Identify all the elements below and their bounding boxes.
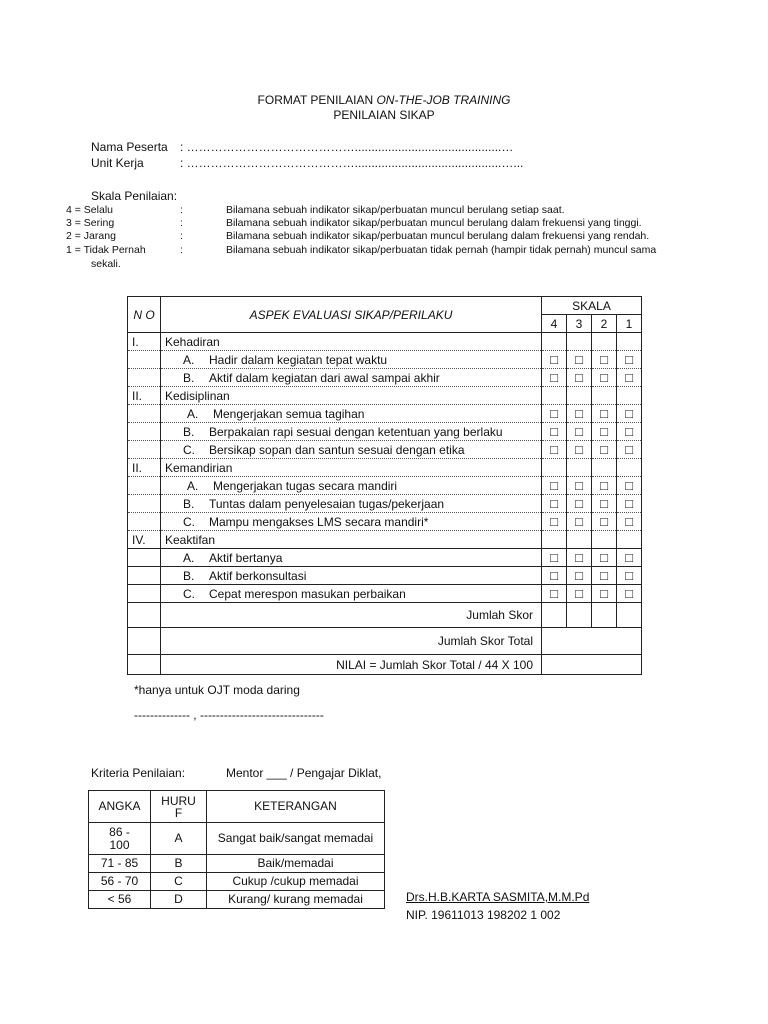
- item-letter: A.: [183, 550, 195, 565]
- scale-sep-3: :: [180, 217, 183, 229]
- checkbox[interactable]: □: [567, 369, 592, 387]
- checkbox[interactable]: □: [592, 477, 617, 495]
- scale-desc-3: Bilamana sebuah indikator sikap/perbuatan muncul berulang dalam frekuensi yang tinggi.: [226, 217, 642, 229]
- item-text: Hadir dalam kegiatan tepat waktu: [209, 352, 388, 367]
- footnote: *hanya untuk OJT moda daring: [134, 683, 300, 697]
- checkbox[interactable]: □: [542, 585, 567, 603]
- item-letter: B.: [183, 496, 195, 511]
- scale-col-4: 4: [542, 315, 567, 333]
- item-text: Cepat merespon masukan perbaikan: [209, 586, 406, 601]
- checkbox[interactable]: □: [617, 585, 642, 603]
- item-text: Berpakaian rapi sesuai dengan ketentuan yang berlaku: [209, 424, 503, 439]
- item-letter: A.: [187, 478, 199, 493]
- item-text: Tuntas dalam penyelesaian tugas/pekerjaan: [209, 496, 445, 511]
- criteria-heading: Kriteria Penilaian:: [91, 766, 186, 780]
- item-letter: B.: [183, 424, 195, 439]
- checkbox[interactable]: □: [592, 441, 617, 459]
- field-nama-peserta-label: Nama Peserta: [91, 140, 168, 154]
- checkbox[interactable]: □: [542, 369, 567, 387]
- checkbox[interactable]: □: [567, 585, 592, 603]
- document-subtitle: PENILAIAN SIKAP: [333, 108, 435, 122]
- table-row: [128, 495, 642, 513]
- item-text: Mengerjakan semua tagihan: [213, 406, 365, 421]
- section-name: Kehadiran: [161, 333, 542, 351]
- jumlah-skor-cell[interactable]: [567, 603, 592, 628]
- no-header: N O: [128, 297, 161, 333]
- criteria-huruf: B: [151, 855, 207, 873]
- checkbox[interactable]: □: [567, 351, 592, 369]
- criteria-huruf: A: [151, 823, 207, 855]
- table-row: [89, 891, 385, 909]
- checkbox[interactable]: □: [567, 423, 592, 441]
- criteria-header-row: [89, 791, 385, 823]
- section-name: Keaktifan: [161, 531, 542, 549]
- checkbox[interactable]: □: [592, 495, 617, 513]
- scale-code-1: 1 = Tidak Pernah: [66, 244, 146, 256]
- checkbox[interactable]: □: [617, 405, 642, 423]
- table-row: [89, 823, 385, 855]
- scale-col-2: 2: [592, 315, 617, 333]
- signer-name: Drs.H.B.KARTA SASMITA,M.M.Pd: [406, 890, 590, 904]
- section-number: II.: [128, 387, 161, 405]
- scale-col-1: 1: [617, 315, 642, 333]
- checkbox[interactable]: □: [567, 549, 592, 567]
- checkbox[interactable]: □: [592, 513, 617, 531]
- scale-header: SKALA: [542, 297, 642, 315]
- nilai-row: [128, 655, 642, 675]
- section-name: Kedisiplinan: [161, 387, 542, 405]
- scale-code-4: 4 = Selalu: [66, 204, 113, 216]
- checkbox[interactable]: □: [542, 567, 567, 585]
- section-name: Kemandirian: [161, 459, 542, 477]
- checkbox[interactable]: □: [542, 441, 567, 459]
- jumlah-skor-total-label: Jumlah Skor Total: [161, 628, 542, 655]
- criteria-angka: < 56: [89, 891, 151, 909]
- section-row: [128, 531, 642, 549]
- table-row: [128, 369, 642, 387]
- scale-code-2: 2 = Jarang: [66, 230, 116, 242]
- checkbox[interactable]: □: [542, 549, 567, 567]
- criteria-angka: 56 - 70: [89, 873, 151, 891]
- checkbox[interactable]: □: [617, 351, 642, 369]
- section-row: [128, 387, 642, 405]
- checkbox[interactable]: □: [542, 423, 567, 441]
- item-text: Aktif dalam kegiatan dari awal sampai akhir: [209, 370, 440, 385]
- table-row: [128, 423, 642, 441]
- checkbox[interactable]: □: [567, 567, 592, 585]
- signer-nip: NIP. 19611013 198202 1 002: [406, 908, 561, 922]
- item-text: Aktif berkonsultasi: [209, 568, 307, 583]
- checkbox[interactable]: □: [592, 567, 617, 585]
- jumlah-skor-row: [128, 603, 642, 628]
- table-row: [128, 441, 642, 459]
- item-letter: A.: [187, 406, 199, 421]
- criteria-keterangan: Cukup /cukup memadai: [207, 873, 385, 891]
- item-text: Mampu mengakses LMS secara mandiri*: [209, 514, 429, 529]
- table-row: [128, 513, 642, 531]
- field-nama-peserta-value: : ……………………………………............................................…: [180, 140, 514, 154]
- checkbox[interactable]: □: [617, 495, 642, 513]
- table-row: [128, 567, 642, 585]
- checkbox[interactable]: □: [542, 495, 567, 513]
- criteria-keterangan: Kurang/ kurang memadai: [207, 891, 385, 909]
- checkbox[interactable]: □: [592, 351, 617, 369]
- checkbox[interactable]: □: [567, 441, 592, 459]
- checkbox[interactable]: □: [567, 495, 592, 513]
- table-row: [128, 585, 642, 603]
- section-number: II.: [128, 459, 161, 477]
- jumlah-skor-cell[interactable]: [617, 603, 642, 628]
- table-header-row: [128, 297, 642, 315]
- checkbox[interactable]: □: [617, 549, 642, 567]
- checkbox[interactable]: □: [617, 441, 642, 459]
- section-row: [128, 333, 642, 351]
- checkbox[interactable]: □: [617, 369, 642, 387]
- checkbox[interactable]: □: [592, 405, 617, 423]
- criteria-keterangan: Sangat baik/sangat memadai: [207, 823, 385, 855]
- header-keterangan: KETERANGAN: [207, 791, 385, 823]
- scale-sep-2: :: [180, 230, 183, 242]
- scale-col-3: 3: [567, 315, 592, 333]
- table-row: [128, 477, 642, 495]
- item-letter: C.: [183, 442, 195, 457]
- scale-heading: Skala Penilaian:: [91, 189, 178, 203]
- document-title: [0, 93, 768, 107]
- aspect-header: ASPEK EVALUASI SIKAP/PERILAKU: [161, 297, 542, 333]
- checkbox[interactable]: □: [617, 423, 642, 441]
- jumlah-skor-cell[interactable]: [592, 603, 617, 628]
- section-number: I.: [128, 333, 161, 351]
- checkbox[interactable]: □: [592, 585, 617, 603]
- table-row: [128, 549, 642, 567]
- item-text: Mengerjakan tugas secara mandiri: [213, 478, 398, 493]
- checkbox[interactable]: □: [567, 477, 592, 495]
- scale-desc-2: Bilamana sebuah indikator sikap/perbuatan muncul berulang dalam frekuensi yang rendah.: [226, 230, 650, 242]
- scale-desc-1: Bilamana sebuah indikator sikap/perbuatan tidak pernah (hampir tidak pernah) muncul sama: [226, 244, 657, 256]
- criteria-huruf: C: [151, 873, 207, 891]
- checkbox[interactable]: □: [617, 567, 642, 585]
- item-letter: B.: [183, 370, 195, 385]
- item-letter: C.: [183, 514, 195, 529]
- header-angka: ANGKA: [89, 791, 151, 823]
- checkbox[interactable]: □: [567, 405, 592, 423]
- scale-desc-1-wrap: sekali.: [91, 258, 121, 270]
- checkbox[interactable]: □: [542, 405, 567, 423]
- mentor-role: Mentor ___ / Pengajar Diklat,: [226, 766, 382, 780]
- criteria-angka: 86 - 100: [89, 823, 151, 855]
- checkbox[interactable]: □: [567, 513, 592, 531]
- checkbox[interactable]: □: [617, 477, 642, 495]
- jumlah-skor-cell[interactable]: [542, 603, 567, 628]
- place-date-line: -------------- , -------------------------------: [134, 708, 324, 722]
- checkbox[interactable]: □: [542, 513, 567, 531]
- item-text: Aktif bertanya: [209, 550, 283, 565]
- field-unit-kerja-value: : ……………………………………............................................…...: [180, 156, 524, 170]
- checkbox[interactable]: □: [592, 549, 617, 567]
- jumlah-skor-total-row: [128, 628, 642, 655]
- checkbox[interactable]: □: [592, 369, 617, 387]
- scale-sep-4: :: [180, 204, 183, 216]
- table-row: [89, 873, 385, 891]
- scale-desc-4: Bilamana sebuah indikator sikap/perbuatan muncul berulang setiap saat.: [226, 204, 565, 216]
- jumlah-skor-total-cell[interactable]: [542, 628, 642, 655]
- jumlah-skor-label: Jumlah Skor: [161, 603, 542, 628]
- criteria-keterangan: Baik/memadai: [207, 855, 385, 873]
- section-number: IV.: [128, 531, 161, 549]
- scale-sep-1: :: [180, 244, 183, 256]
- item-letter: A.: [183, 352, 195, 367]
- nilai-label: NILAI = Jumlah Skor Total / 44 X 100: [161, 655, 542, 675]
- criteria-angka: 71 - 85: [89, 855, 151, 873]
- table-row: [89, 855, 385, 873]
- checkbox[interactable]: □: [592, 423, 617, 441]
- table-row: [128, 405, 642, 423]
- item-letter: C.: [183, 586, 195, 601]
- item-text: Bersikap sopan dan santun sesuai dengan etika: [209, 442, 465, 457]
- field-unit-kerja-label: Unit Kerja: [91, 156, 144, 170]
- header-huruf: HURU F: [151, 791, 207, 823]
- title-italic: ON-THE-JOB TRAINING: [376, 93, 511, 107]
- checkbox[interactable]: □: [542, 351, 567, 369]
- table-row: [128, 351, 642, 369]
- checkbox[interactable]: □: [542, 477, 567, 495]
- checkbox[interactable]: □: [617, 513, 642, 531]
- criteria-table: [88, 790, 385, 909]
- criteria-huruf: D: [151, 891, 207, 909]
- item-letter: B.: [183, 568, 195, 583]
- section-row: [128, 459, 642, 477]
- evaluation-table: [127, 296, 642, 675]
- nilai-cell[interactable]: [542, 655, 642, 675]
- scale-code-3: 3 = Sering: [66, 217, 115, 229]
- title-prefix: FORMAT PENILAIAN: [257, 93, 377, 107]
